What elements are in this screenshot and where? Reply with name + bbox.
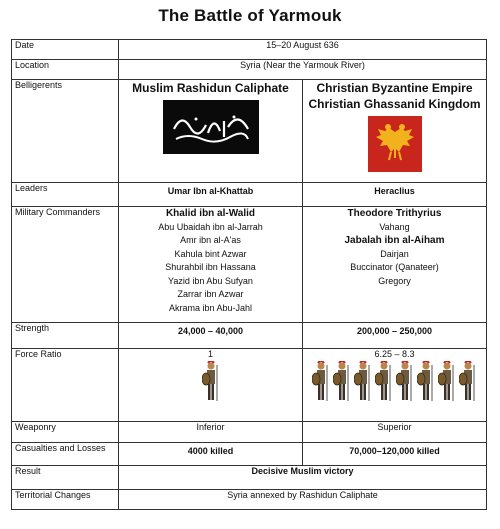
date-label: Date: [12, 40, 119, 60]
soldier-right-icon: [354, 361, 372, 409]
row-casualties: [12, 443, 487, 466]
commander-right-1: Vahang: [379, 221, 410, 232]
result-label: Result: [12, 466, 119, 490]
rashidun-black-flag-icon: [163, 100, 259, 154]
soldier-right-icon: [312, 361, 330, 409]
weaponry-right: Superior: [303, 422, 487, 443]
commander-left-5: Yazid ibn Abu Sufyan: [168, 275, 253, 286]
strength-label: Strength: [12, 323, 119, 349]
date-value: 15–20 August 636: [119, 40, 487, 60]
commander-left-4: Shurahbil ibn Hassana: [165, 262, 256, 272]
commander-right-3: Dairjan: [380, 248, 409, 259]
soldier-right-icon: [438, 361, 456, 409]
infobox-table: [11, 39, 487, 510]
commander-left-0: Khalid ibn al-Walid: [165, 208, 256, 219]
row-commanders: [12, 207, 487, 323]
commander-left-3: Kahula bint Azwar: [174, 248, 247, 259]
row-result: [12, 466, 487, 490]
row-force-ratio: [12, 349, 487, 422]
row-weaponry: [12, 422, 487, 443]
commander-right-5: Gregory: [378, 275, 411, 286]
belligerents-left: [119, 80, 303, 183]
force-ratio-right: [303, 349, 487, 422]
commander-left-6: Zarrar ibn Azwar: [177, 289, 244, 299]
double-headed-eagle-icon: [368, 116, 422, 172]
location-value: Syria (Near the Yarmouk River): [119, 60, 487, 80]
page-title: The Battle of Yarmouk: [158, 6, 342, 25]
row-strength: [12, 323, 487, 349]
commander-right-4: Buccinator (Qanateer): [350, 262, 439, 272]
soldier-group-right: [306, 361, 483, 409]
force-ratio-left: [119, 349, 303, 422]
weaponry-left: Inferior: [119, 422, 303, 443]
belligerent-left-name: Muslim Rashidun Caliphate: [132, 81, 289, 95]
location-label: Location: [12, 60, 119, 80]
casualties-left: 4000 killed: [119, 443, 303, 466]
casualties-right: 70,000–120,000 killed: [303, 443, 487, 466]
strength-right: 200,000 – 250,000: [303, 323, 487, 349]
territorial-value: Syria annexed by Rashidun Caliphate: [119, 490, 487, 510]
row-date: [12, 40, 487, 60]
belligerent-right-name-2: Christian Ghassanid Kingdom: [308, 97, 481, 111]
result-value: Decisive Muslim victory: [119, 466, 487, 490]
soldier-right-icon: [375, 361, 393, 409]
territorial-label: Territorial Changes: [12, 490, 119, 510]
row-territorial: [12, 490, 487, 510]
commander-right-0: Theodore Trithyrius: [347, 208, 442, 219]
row-leaders: [12, 183, 487, 207]
belligerent-right-name-1: Christian Byzantine Empire: [316, 81, 473, 95]
leader-right: Heraclius: [303, 183, 487, 207]
weaponry-label: Weaponry: [12, 422, 119, 443]
soldier-right-icon: [459, 361, 477, 409]
leaders-label: Leaders: [12, 183, 119, 207]
commanders-label: Military Commanders: [12, 207, 119, 323]
commanders-left-list: [119, 207, 303, 323]
force-ratio-label: Force Ratio: [12, 349, 119, 422]
commander-left-2: Amr ibn al-A'as: [180, 235, 241, 245]
belligerents-label: Belligerents: [12, 80, 119, 183]
soldier-right-icon: [417, 361, 435, 409]
soldier-group-left: [122, 361, 299, 409]
belligerents-right: [303, 80, 487, 183]
force-ratio-left-value: 1: [207, 349, 213, 359]
soldier-right-icon: [333, 361, 351, 409]
commander-left-7: Akrama ibn Abu-Jahl: [168, 302, 253, 313]
strength-left: 24,000 – 40,000: [119, 323, 303, 349]
row-location: [12, 60, 487, 80]
casualties-label: Casualties and Losses: [12, 443, 119, 466]
soldier-left-icon: [202, 361, 220, 409]
soldier-right-icon: [396, 361, 414, 409]
leader-left: Umar Ibn al-Khattab: [119, 183, 303, 207]
force-ratio-right-value: 6.25 – 8.3: [374, 349, 415, 359]
row-belligerents: [12, 80, 487, 183]
commander-right-2: Jabalah ibn al-Aiham: [344, 235, 445, 246]
commanders-right-list: [303, 207, 487, 323]
commander-left-1: Abu Ubaidah ibn al-Jarrah: [158, 221, 263, 232]
